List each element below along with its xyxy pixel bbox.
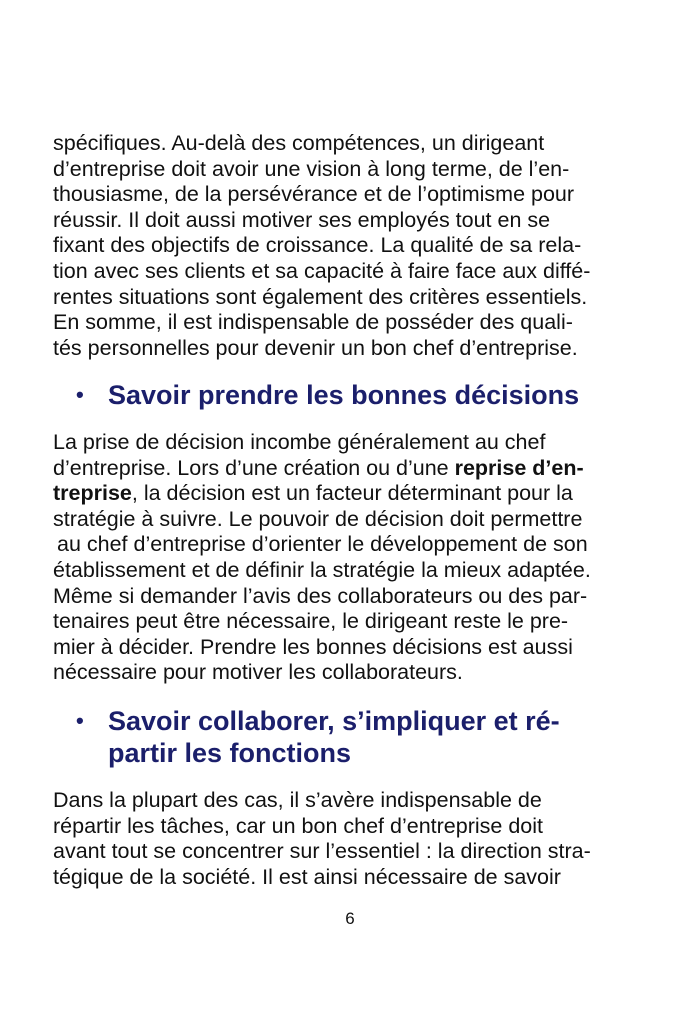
text-line: établissement et de définir la stratégie la mieux adaptée. xyxy=(53,557,591,582)
text-line: En somme, il est indispensable de posséder des quali- xyxy=(53,310,573,335)
text-line: avant tout se concentrer sur l’essentiel : la direction stra- xyxy=(53,839,591,864)
text-line: mier à décider. Prendre les bonnes décisions est aussi xyxy=(53,634,573,659)
text-line: réussir. Il doit aussi motiver ses employés tout en se xyxy=(53,207,551,232)
text-line xyxy=(53,481,613,507)
text-line: Même si demander l’avis des collaborateurs ou des par- xyxy=(53,583,588,608)
bold-term: treprise xyxy=(53,481,132,506)
bold-term: reprise d’en- xyxy=(454,455,584,480)
text-line xyxy=(53,456,613,482)
text-line: La prise de décision incombe généralement au chef xyxy=(53,430,546,454)
text-line: tion avec ses clients et sa capacité à faire face aux diffé- xyxy=(53,258,591,283)
text-line: fixant des objectifs de croissance. La qualité de sa rela- xyxy=(53,233,582,258)
paragraph-decisions xyxy=(53,430,613,686)
heading-text: Savoir collaborer, s’impliquer et ré- xyxy=(108,706,560,736)
text-line: rentes situations sont également des critères essentiels. xyxy=(53,284,588,309)
text-line: tenaires peut être nécessaire, le dirigeant reste le pre- xyxy=(53,609,569,634)
bullet-icon: • xyxy=(76,708,84,733)
text-line: stratégie à suivre. Le pouvoir de décision doit permettre xyxy=(53,506,583,531)
text-line: d’entreprise doit avoir une vision à long terme, de l’en- xyxy=(53,156,570,181)
text-line: thousiasme, de la persévérance et de l’optimisme pour xyxy=(53,182,575,207)
heading-line: partir les fonctions xyxy=(108,738,352,768)
text-line: au chef d’entreprise d’orienter le développement de son xyxy=(57,532,588,557)
page-number: 6 xyxy=(345,909,355,928)
paragraph-collaborate xyxy=(53,788,613,890)
text-segment: , la décision est un facteur déterminant pour la xyxy=(131,481,573,506)
bullet-icon: • xyxy=(76,382,84,407)
text-line: nécessaire pour motiver les collaborateurs. xyxy=(53,660,463,685)
text-line: tégique de la société. Il est ainsi nécessaire de savoir xyxy=(53,864,561,889)
text-line: répartir les tâches, car un bon chef d’entreprise doit xyxy=(53,813,543,838)
heading-line xyxy=(76,379,636,411)
section-heading-decisions xyxy=(76,379,636,411)
section-heading-collaborate xyxy=(76,705,636,769)
text-segment: d’entreprise. Lors d’une création ou d’une xyxy=(53,455,455,480)
heading-text: Savoir prendre les bonnes décisions xyxy=(108,380,580,410)
heading-line xyxy=(76,705,636,737)
paragraph-intro xyxy=(53,131,613,361)
text-line: Dans la plupart des cas, il s’avère indispensable de xyxy=(53,788,542,812)
text-line: spécifiques. Au-delà des compétences, un dirigeant xyxy=(53,131,545,155)
text-line: tés personnelles pour devenir un bon chef d’entreprise. xyxy=(53,335,578,360)
